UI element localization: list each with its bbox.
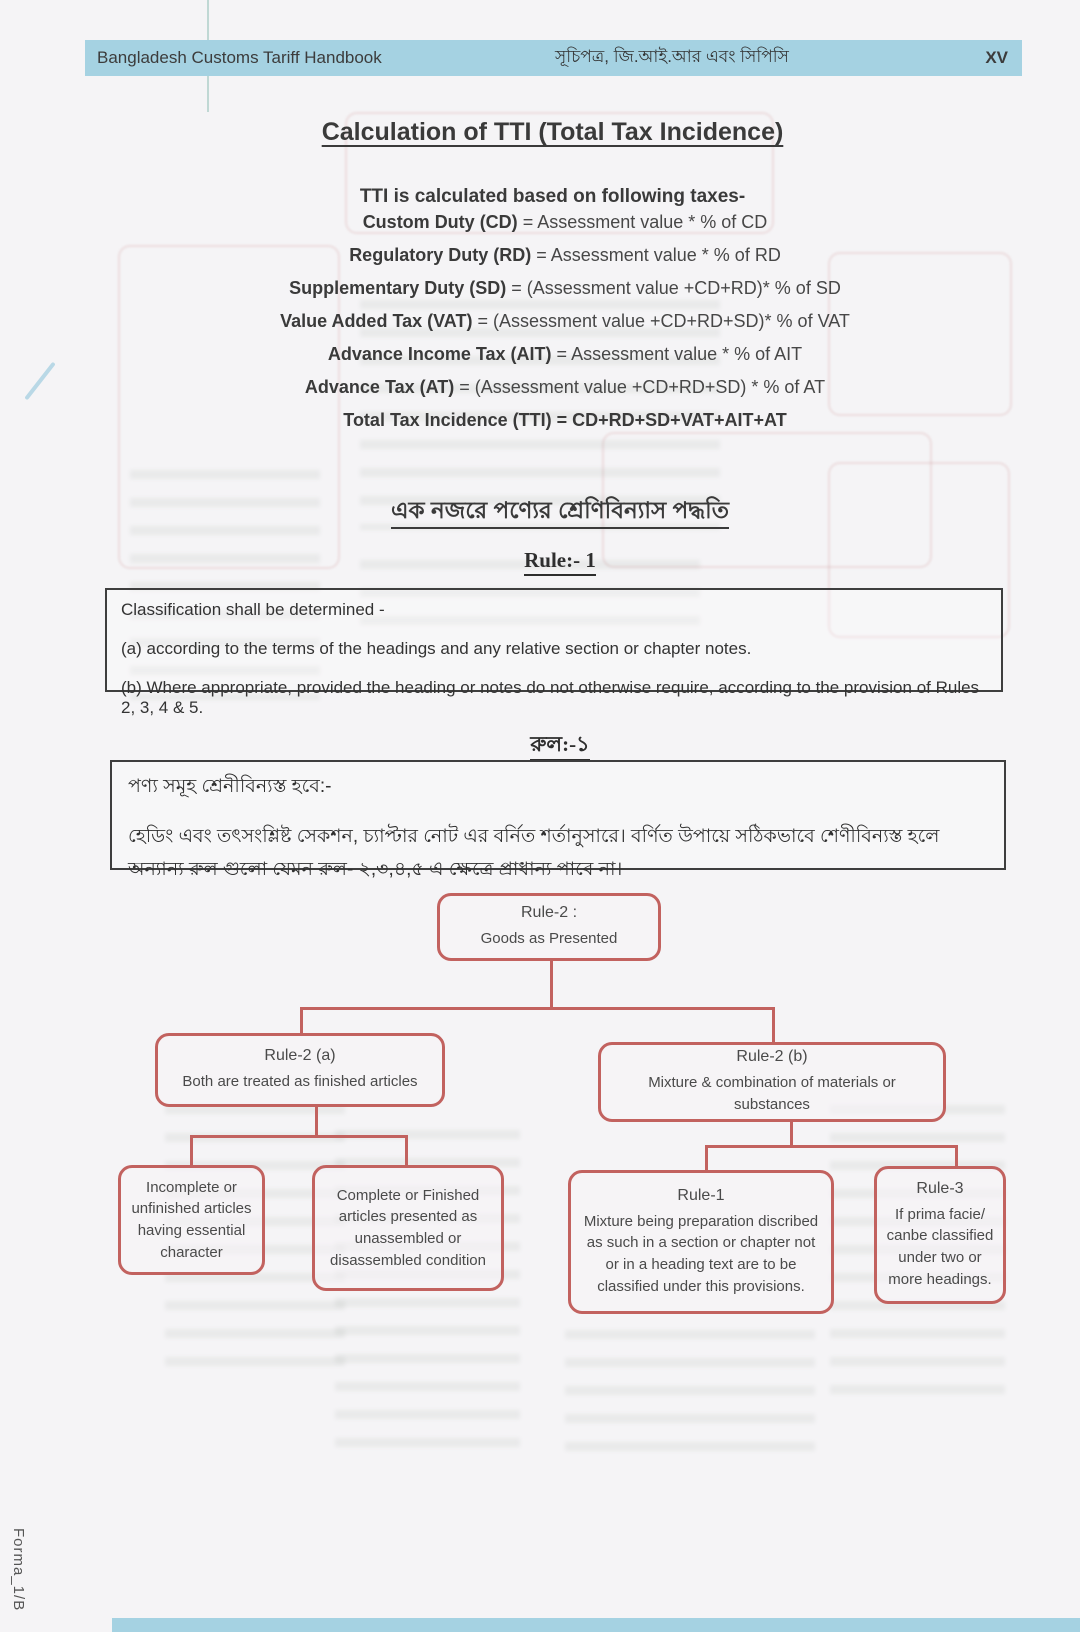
- rule1-bn-line1: পণ্য সমূহ শ্রেনীবিন্যস্ত হবে:-: [128, 776, 332, 797]
- form-side-label: Forma_1/B: [10, 1528, 27, 1612]
- flowchart-branch-a-title: Rule-2 (a): [264, 1047, 336, 1065]
- connector-drop-a1: [190, 1135, 193, 1166]
- rule1-en-line2: (a) according to the terms of the headings and any relative section or chapter notes.: [121, 639, 752, 658]
- connector-drop-b1: [705, 1145, 708, 1171]
- flowchart-leaf-b1-body: Mixture being preparation discribed as such in a section or chapter not or in a heading text are to be classified under this provisions.: [583, 1212, 819, 1295]
- rule1-en-line3: (b) Where appropriate, provided the heading or notes do not otherwise require, according to the provision of Rules 2, 3, 4 & 5.: [121, 678, 980, 717]
- tti-formula-list: [85, 212, 1045, 443]
- flowchart-leaf-rule1-mixture: [568, 1170, 834, 1314]
- flowchart-leaf-a1-body: Incomplete or unfinished articles having essential character: [131, 1178, 252, 1261]
- rule1-en-line1: Classification shall be determined -: [121, 600, 385, 619]
- rule1-bn-heading: রুল:-১: [85, 728, 1035, 763]
- rule1-bn-box: [110, 760, 1006, 881]
- tti-subtitle: TTI is calculated based on following taxes-: [359, 186, 746, 207]
- flowchart-leaf-rule3-prima-facie: [874, 1166, 1006, 1304]
- connector-root-stub: [550, 959, 553, 1009]
- flowchart-branch-b-body: Mixture & combination of materials or substances: [648, 1074, 896, 1113]
- connector-drop-a: [300, 1007, 303, 1035]
- connector-b-horizontal: [705, 1145, 958, 1148]
- flowchart-branch-rule2b: [598, 1042, 946, 1122]
- connector-drop-a2: [405, 1135, 408, 1166]
- flowchart-leaf-complete-articles: [312, 1165, 504, 1291]
- formula-custom-duty: Custom Duty (CD) = Assessment value * % of CD: [362, 212, 768, 232]
- flowchart-leaf-a2-body: Complete or Finished articles presented as unassembled or disassembled condition: [330, 1186, 486, 1269]
- rule1-en-box: [105, 588, 1003, 717]
- flowchart-root-title: Rule-2 :: [520, 904, 578, 922]
- connector-a-stub: [315, 1106, 318, 1138]
- flowchart-leaf-incomplete-articles: [118, 1165, 265, 1275]
- connector-top-horizontal: [300, 1007, 775, 1010]
- rule1-en-heading: Rule:- 1: [85, 548, 1035, 573]
- formula-ait: Advance Income Tax (AIT) = Assessment value * % of AIT: [327, 344, 803, 364]
- flowchart-branch-a-body: Both are treated as finished articles: [182, 1073, 418, 1091]
- page-number: XV: [985, 48, 1008, 67]
- flowchart-leaf-b2-body: If prima facie/ canbe classified under two or more headings.: [886, 1205, 994, 1288]
- header-section-title: সূচিপত্র, জি.আই.আর এবং সিপিসি: [555, 47, 789, 66]
- connector-drop-b: [772, 1007, 775, 1043]
- flowchart-branch-rule2a: [155, 1033, 445, 1107]
- flowchart-leaf-b2-title: Rule-3: [916, 1179, 964, 1197]
- header-bar: [85, 40, 1022, 76]
- rule1-bn-line2: হেডিং এবং তৎসংশ্লিষ্ট সেকশন, চ্যাপ্টার নোট এর বর্নিত শর্তানুসারে। বর্ণিত উপায়ে সঠিকভাবে শেণীবিন্যস্ত হলে অন্যান্য রুল গুলো যেমন রুল- ২,৩,৪,৫ এ ক্ষেত্রে প্রাধান্য পাবে না।: [128, 826, 940, 881]
- formula-vat: Value Added Tax (VAT) = (Assessment value +CD+RD+SD)* % of VAT: [280, 311, 850, 331]
- formula-tti-total: Total Tax Incidence (TTI) = CD+RD+SD+VAT+AIT+AT: [343, 410, 787, 430]
- classification-bn-heading: এক নজরে পণ্যের শ্রেণিবিন্যাস পদ্ধতি: [85, 492, 1035, 531]
- book-title: Bangladesh Customs Tariff Handbook: [97, 48, 382, 67]
- scan-slash-artifact: [24, 362, 55, 401]
- formula-regulatory-duty: Regulatory Duty (RD) = Assessment value * % of RD: [349, 245, 781, 265]
- flowchart-root-rule2: [437, 893, 661, 961]
- connector-a-horizontal: [190, 1135, 408, 1138]
- tti-section-title: Calculation of TTI (Total Tax Incidence): [321, 118, 784, 146]
- connector-drop-b2: [955, 1145, 958, 1167]
- formula-at: Advance Tax (AT) = (Assessment value +CD+RD+SD) * % of AT: [304, 377, 826, 397]
- bleed-through-text: [565, 1330, 815, 1460]
- flowchart-branch-b-title: Rule-2 (b): [736, 1048, 808, 1066]
- footer-bar: [112, 1618, 1080, 1632]
- flowchart-root-body: Goods as Presented: [480, 930, 618, 948]
- formula-supplementary-duty: Supplementary Duty (SD) = (Assessment value +CD+RD)* % of SD: [289, 278, 841, 298]
- flowchart-leaf-b1-title: Rule-1: [677, 1186, 725, 1204]
